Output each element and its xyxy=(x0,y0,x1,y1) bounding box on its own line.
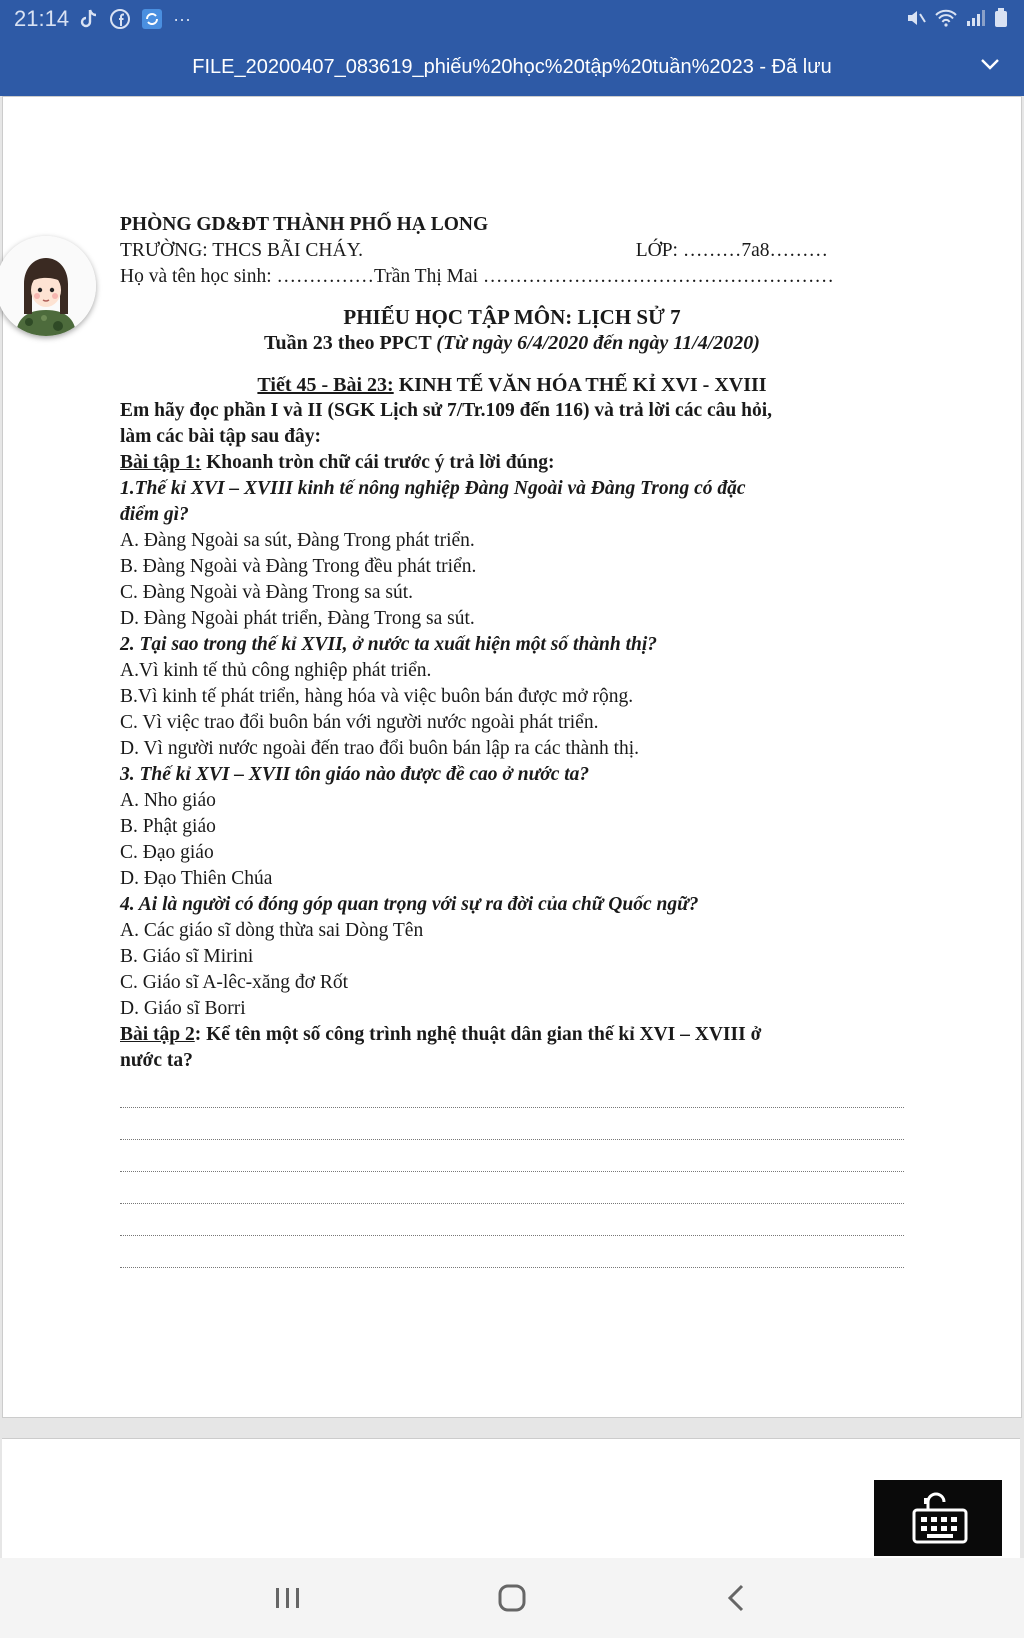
lesson-label: Tiết 45 - Bài 23: xyxy=(257,374,394,396)
school-row xyxy=(120,238,904,264)
class-label: LỚP: ………7a8……… xyxy=(635,240,828,261)
question-1-option: A. Đàng Ngoài sa sút, Đàng Trong phát triển. xyxy=(120,530,475,551)
back-icon[interactable] xyxy=(718,1580,758,1616)
question-3: 3. Thế kỉ XVI – XVII tôn giáo nào được đề cao ở nước ta? xyxy=(120,764,590,785)
status-time: 21:14 xyxy=(14,6,70,31)
status-indicators xyxy=(906,8,1008,28)
question-2: 2. Tại sao trong thế kỉ XVII, ở nước ta xuất hiện một số thành thị? xyxy=(120,634,658,655)
exercise-2-heading xyxy=(120,1022,904,1048)
tiktok-icon xyxy=(79,8,99,30)
question-3-option: B. Phật giáo xyxy=(120,816,216,837)
sync-icon xyxy=(141,8,163,30)
file-title[interactable]: FILE_20200407_083619_phiếu%20học%20tập%20tuần%2023 - Đã lưu xyxy=(192,56,832,78)
status-bar xyxy=(14,6,191,32)
answer-line xyxy=(120,1076,904,1108)
status-more: ··· xyxy=(173,8,192,29)
app-header xyxy=(0,0,1024,96)
question-1-option: B. Đàng Ngoài và Đàng Trong đều phát triển. xyxy=(120,556,477,577)
next-document-page[interactable] xyxy=(2,1438,1020,1559)
answer-line xyxy=(120,1204,904,1236)
question-3-option: A. Nho giáo xyxy=(120,790,216,811)
week-line xyxy=(120,330,904,356)
exercise-2-label: Bài tập 2 xyxy=(120,1024,195,1045)
question-4-option: B. Giáo sĩ Mirini xyxy=(120,946,254,967)
answer-lines xyxy=(120,1076,904,1268)
question-4-option: D. Giáo sĩ Borri xyxy=(120,998,246,1019)
signal-icon xyxy=(966,9,986,27)
question-2-option: A.Vì kinh tế thủ công nghiệp phát triển. xyxy=(120,660,432,681)
home-icon[interactable] xyxy=(492,1580,532,1616)
dept-heading: PHÒNG GD&ĐT THÀNH PHỐ HẠ LONG xyxy=(120,214,489,235)
instruction-line-1: Em hãy đọc phần I và II (SGK Lịch sử 7/Tr.109 đến 116) và trả lời các câu hỏi, xyxy=(120,400,772,421)
question-2-option: C. Vì việc trao đổi buôn bán với người nước ngoài phát triển. xyxy=(120,712,599,733)
question-1-option: C. Đàng Ngoài và Đàng Trong sa sút. xyxy=(120,582,414,603)
worksheet-title: PHIẾU HỌC TẬP MÔN: LỊCH SỬ 7 xyxy=(343,305,681,329)
avatar-girl-icon xyxy=(0,236,96,336)
question-4-option: A. Các giáo sĩ dòng thừa sai Dòng Tên xyxy=(120,920,424,941)
mute-icon xyxy=(906,9,926,27)
instruction-line-2: làm các bài tập sau đây: xyxy=(120,426,321,447)
question-2-option: D. Vì người nước ngoài đến trao đổi buôn bán lập ra các thành thị. xyxy=(120,738,640,759)
question-2-option: B.Vì kinh tế phát triển, hàng hóa và việc buôn bán được mở rộng. xyxy=(120,686,634,707)
answer-line xyxy=(120,1236,904,1268)
exercise-1-text: Khoanh tròn chữ cái trước ý trả lời đúng: xyxy=(201,452,555,473)
exercise-1-label: Bài tập 1: xyxy=(120,452,202,473)
student-name: Họ và tên học sinh: ……………Trần Thị Mai ……………………………………………… xyxy=(120,266,834,287)
document-content xyxy=(120,212,904,1268)
keyboard-unlock-icon xyxy=(874,1480,1002,1556)
answer-line xyxy=(120,1172,904,1204)
chevron-down-icon[interactable] xyxy=(978,52,1002,76)
avatar[interactable] xyxy=(0,236,96,336)
question-4-option: C. Giáo sĩ A-lêc-xăng đơ Rốt xyxy=(120,972,349,993)
question-4: 4. Ai là người có đóng góp quan trọng với sự ra đời của chữ Quốc ngữ? xyxy=(120,894,699,915)
lesson-title: KINH TẾ VĂN HÓA THẾ KỈ XVI - XVIII xyxy=(398,374,767,396)
wifi-icon xyxy=(934,9,958,27)
exercise-2-text-2: nước ta? xyxy=(120,1050,193,1071)
question-3-option: D. Đạo Thiên Chúa xyxy=(120,868,273,889)
facebook-icon xyxy=(109,8,131,30)
battery-icon xyxy=(994,8,1008,28)
exercise-2-text: : Kể tên một số công trình nghệ thuật dân gian thế kỉ XVI – XVIII ở xyxy=(194,1024,762,1045)
system-nav-bar xyxy=(0,1558,1024,1638)
recent-apps-icon[interactable] xyxy=(268,1580,308,1616)
answer-line xyxy=(120,1108,904,1140)
school-name: TRƯỜNG: THCS BÃI CHÁY. xyxy=(120,240,364,261)
week-main: Tuần 23 theo PPCT xyxy=(264,332,432,354)
keyboard-toggle-button[interactable] xyxy=(874,1480,1002,1556)
question-1-option: D. Đàng Ngoài phát triển, Đàng Trong sa sút. xyxy=(120,608,475,629)
question-3-option: C. Đạo giáo xyxy=(120,842,214,863)
lesson-heading xyxy=(120,372,904,398)
answer-line xyxy=(120,1140,904,1172)
week-dates: (Từ ngày 6/4/2020 đến ngày 11/4/2020) xyxy=(436,332,760,354)
exercise-1-heading xyxy=(120,450,904,476)
question-1-line-1: 1.Thế kỉ XVI – XVIII kinh tế nông nghiệp Đàng Ngoài và Đàng Trong có đặc xyxy=(120,478,746,499)
question-1-line-2: điểm gì? xyxy=(120,504,189,525)
